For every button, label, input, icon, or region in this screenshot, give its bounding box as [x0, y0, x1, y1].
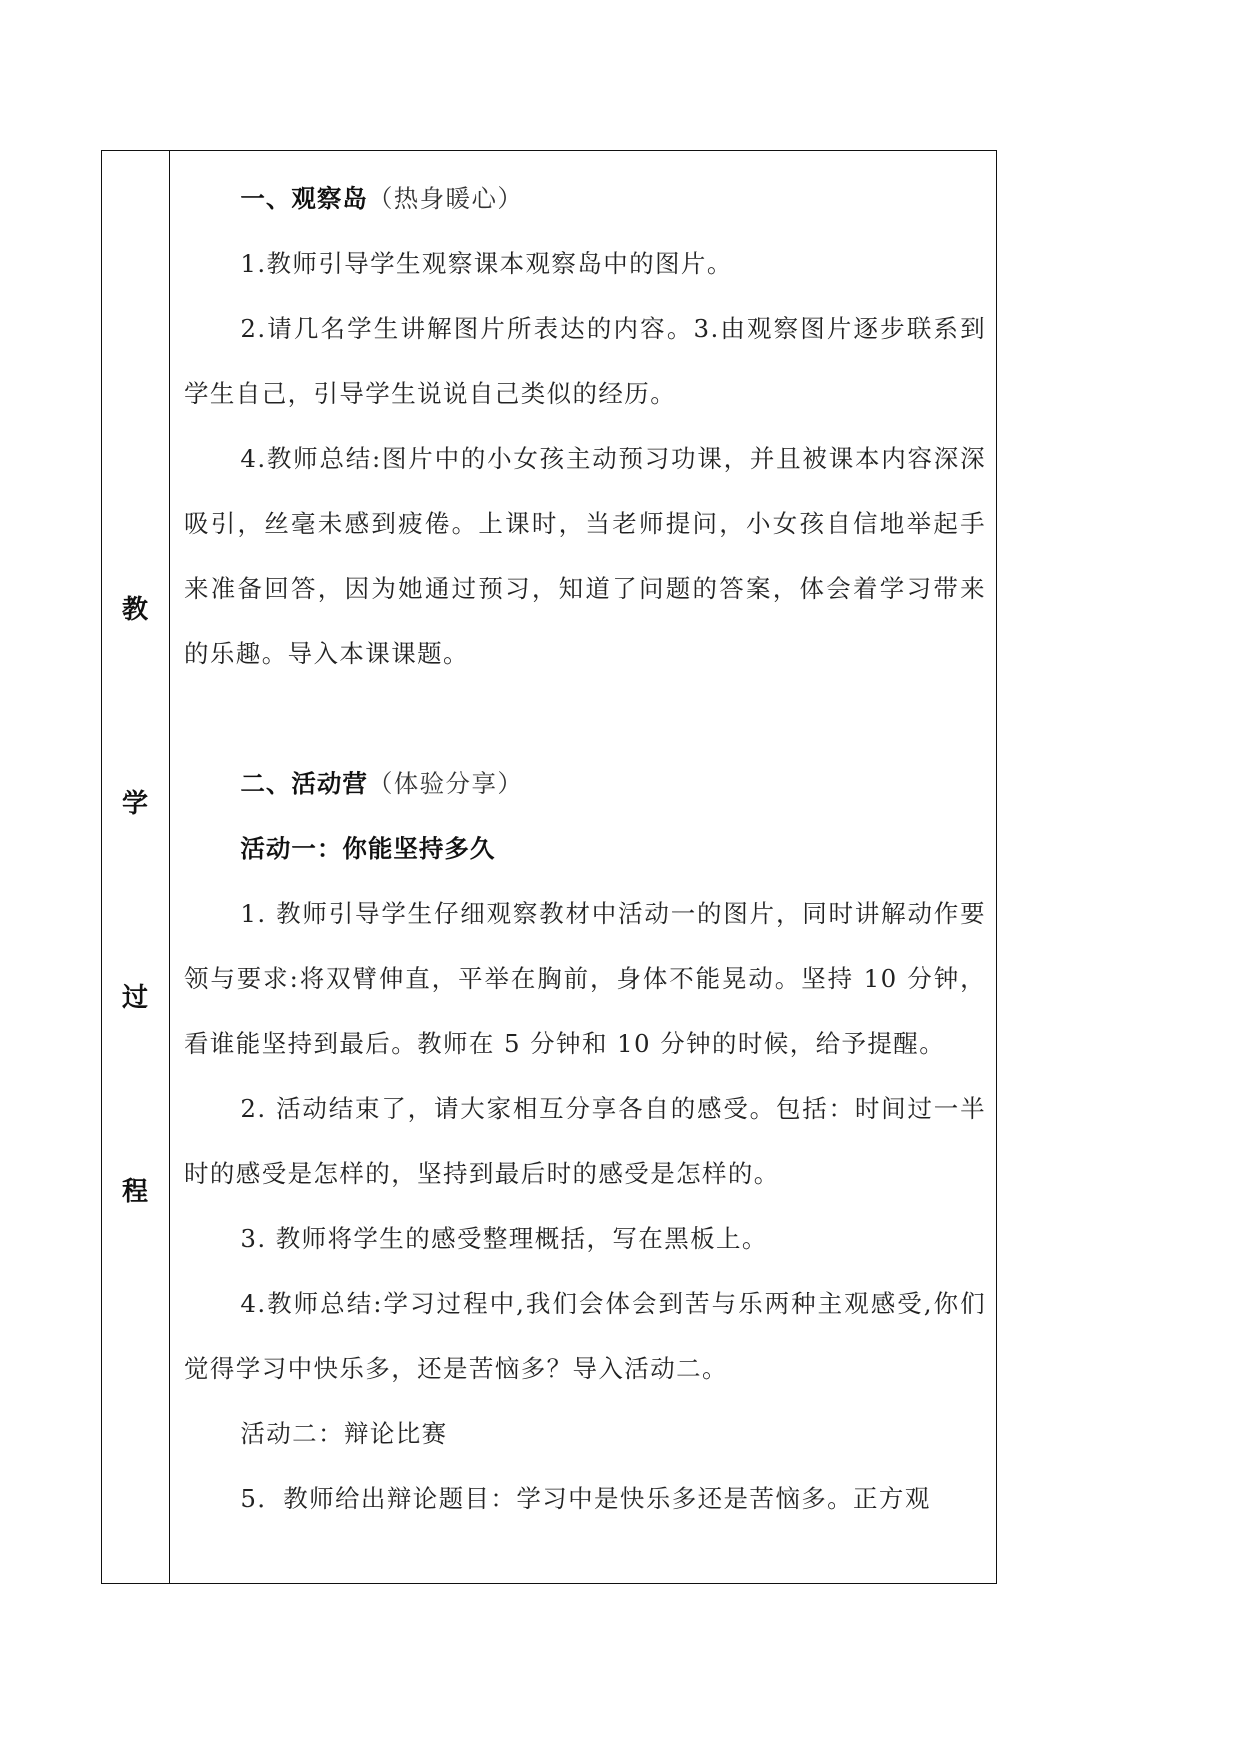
paragraph: 1.教师引导学生观察课本观察岛中的图片。: [240, 249, 733, 278]
content-cell: [184, 166, 986, 1531]
row-label-char: 学: [121, 789, 148, 819]
paragraph: 2.请几名学生讲解图片所表达的内容。3.由观察图片逐步联系到学生自己，引导学生说说自己类似的经历。: [184, 314, 986, 408]
section-note: （热身暖心）: [367, 184, 524, 213]
section-note: （体验分享）: [367, 769, 524, 798]
paragraph: 1. 教师引导学生仔细观察教材中活动一的图片，同时讲解动作要领与要求:将双臂伸直，平举在胸前，身体不能晃动。坚持 10 分钟，看谁能坚持到最后。教师在 5 分钟和 10 分钟的时候，给予提醒。: [184, 899, 986, 1058]
paragraph: 4.教师总结:学习过程中,我们会体会到苦与乐两种主观感受,你们觉得学习中快乐多，还是苦恼多？导入活动二。: [184, 1289, 986, 1383]
section-title: 二、活动营: [240, 769, 368, 798]
activity-title: 活动二：辩论比赛: [240, 1419, 448, 1448]
paragraph: 3. 教师将学生的感受整理概括，写在黑板上。: [240, 1224, 768, 1253]
section-heading: [184, 166, 986, 231]
row-label-char: 教: [121, 595, 148, 625]
paragraph: 5．教师给出辩论题目：学习中是快乐多还是苦恼多。正方观: [240, 1484, 931, 1513]
lesson-table: [101, 150, 997, 1584]
row-label-column: [102, 151, 170, 1583]
paragraph: 2. 活动结束了，请大家相互分享各自的感受。包括：时间过一半时的感受是怎样的，坚持到最后时的感受是怎样的。: [184, 1094, 986, 1188]
activity-title: 活动一：你能坚持多久: [240, 834, 496, 863]
row-label-char: 程: [121, 1177, 148, 1207]
section-title: 一、观察岛: [240, 184, 368, 213]
paragraph: 4.教师总结:图片中的小女孩主动预习功课，并且被课本内容深深吸引，丝毫未感到疲倦。上课时，当老师提问，小女孩自信地举起手来准备回答，因为她通过预习，知道了问题的答案，体会着学习带来的乐趣。导入本课课题。: [184, 444, 986, 668]
row-label-char: 过: [121, 983, 148, 1013]
section-heading: [184, 751, 986, 816]
